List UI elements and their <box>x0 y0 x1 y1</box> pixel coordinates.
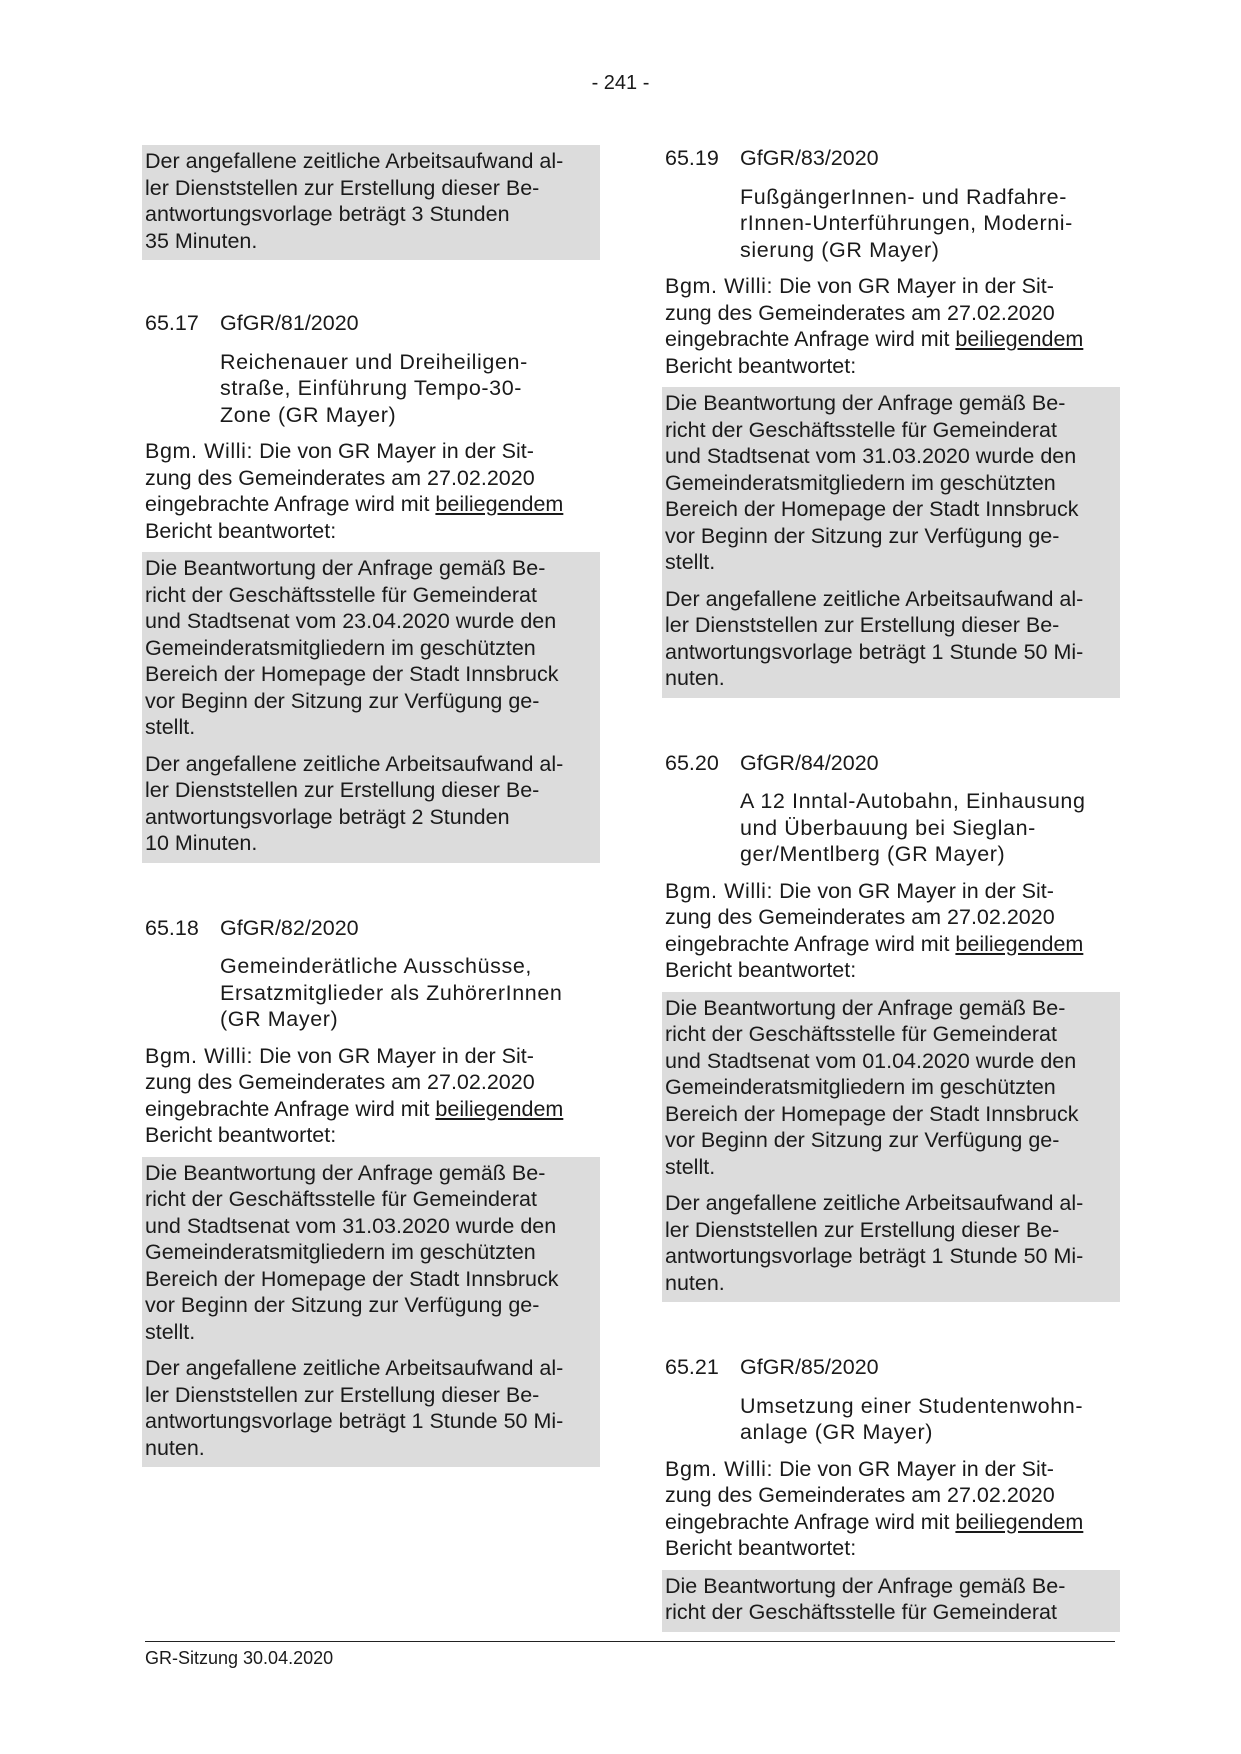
page-number: - 241 - <box>591 72 650 94</box>
report-box <box>662 1570 1120 1632</box>
item-reference: GfGR/82/2020 <box>220 915 359 940</box>
footer-text: GR-Sitzung 30.04.2020 <box>145 1648 334 1668</box>
effort-text: Der angefallene zeitliche Arbeitsaufwand al- ler Dienststellen zur Erstellung dieser Be- antwortungsvorlage beträgt 2 Stunden 10 Minuten. <box>145 751 564 855</box>
agenda-item-heading <box>665 1354 1120 1381</box>
report-box <box>142 552 600 863</box>
item-number: 65.20 <box>665 750 719 775</box>
item-number: 65.21 <box>665 1355 719 1379</box>
item-subject: Reichenauer und Dreiheiligen- straße, Einführung Tempo-30- Zone (GR Mayer) <box>220 349 528 427</box>
report-text: Die Beantwortung der Anfrage gemäß Be- richt der Geschäftsstelle für Gemeinderat und Stadtsenat vom 31.03.2020 wurde den Gemeinderatsmitgliedern im geschützten Bereich der Homepage der Stadt Innsbruck vor Beginn der Sitzung zur Verfügung ge- stellt. <box>145 1160 559 1344</box>
answer-text: Bgm. Willi: Die von GR Mayer in der Sit- zung des Gemeinderates am 27.02.2020 eingebrachte Anfrage wird mit beiliegendem Bericht beantwortet: <box>665 274 1084 378</box>
answer-text: Bgm. Willi: Die von GR Mayer in der Sit- zung des Gemeinderates am 27.02.2020 eingebrachte Anfrage wird mit beiliegendem Bericht beantwortet: <box>665 878 1084 982</box>
item-subject: FußgängerInnen- und Radfahre- rInnen-Unterführungen, Moderni- sierung (GR Mayer) <box>740 184 1073 262</box>
agenda-item-heading <box>145 915 600 942</box>
effort-text: Der angefallene zeitliche Arbeitsaufwand al- ler Dienststellen zur Erstellung dieser Be- antwortungsvorlage beträgt 1 Stunde 50 Mi- nuten. <box>665 1191 1084 1295</box>
effort-text: Der angefallene zeitliche Arbeitsaufwand al- ler Dienststellen zur Erstellung dieser Be- antwortungsvorlage beträgt 1 Stunde 50 Mi- nuten. <box>665 586 1084 690</box>
agenda-item-heading <box>665 145 1120 172</box>
item-reference: GfGR/83/2020 <box>740 146 879 170</box>
item-reference: GfGR/85/2020 <box>740 1355 879 1379</box>
item-number: 65.19 <box>665 146 719 170</box>
right-column <box>665 145 1120 1632</box>
report-box <box>662 992 1120 1303</box>
item-number: 65.18 <box>145 915 199 940</box>
item-reference: GfGR/84/2020 <box>740 750 879 775</box>
item-subject: Umsetzung einer Studentenwohn- anlage (GR Mayer) <box>740 1393 1084 1444</box>
underlined-word: beiliegendem <box>955 327 1084 351</box>
underlined-word: beiliegendem <box>435 1096 564 1121</box>
effort-text: Der angefallene zeitliche Arbeitsaufwand al- ler Dienststellen zur Erstellung dieser Be- antwortungsvorlage beträgt 3 Stunden 35 Minuten. <box>145 149 564 253</box>
item-reference: GfGR/81/2020 <box>220 311 359 335</box>
report-box <box>662 387 1120 698</box>
underlined-word: beiliegendem <box>955 1509 1084 1534</box>
report-text: Die Beantwortung der Anfrage gemäß Be- richt der Geschäftsstelle für Gemeinderat und Stadtsenat vom 01.04.2020 wurde den Gemeinderatsmitgliedern im geschützten Bereich der Homepage der Stadt Innsbruck vor Beginn der Sitzung zur Verfügung ge- stellt. <box>665 995 1079 1179</box>
effort-box <box>142 145 600 260</box>
item-subject: A 12 Inntal-Autobahn, Einhausung und Überbauung bei Sieglan- ger/Mentlberg (GR Mayer) <box>740 789 1086 866</box>
footer-divider <box>145 1641 1115 1642</box>
answer-text: Bgm. Willi: Die von GR Mayer in der Sit- zung des Gemeinderates am 27.02.2020 eingebrachte Anfrage wird mit beiliegendem Bericht beantwortet: <box>145 1043 564 1147</box>
left-column <box>145 145 600 1467</box>
agenda-item-heading <box>665 750 1120 777</box>
report-text: Die Beantwortung der Anfrage gemäß Be- richt der Geschäftsstelle für Gemeinderat und Stadtsenat vom 31.03.2020 wurde den Gemeinderatsmitgliedern im geschützten Bereich der Homepage der Stadt Innsbruck vor Beginn der Sitzung zur Verfügung ge- stellt. <box>665 391 1079 574</box>
answer-text: Bgm. Willi: Die von GR Mayer in der Sit- zung des Gemeinderates am 27.02.2020 eingebrachte Anfrage wird mit beiliegendem Bericht beantwortet: <box>665 1456 1084 1560</box>
underlined-word: beiliegendem <box>955 931 1084 956</box>
effort-text: Der angefallene zeitliche Arbeitsaufwand al- ler Dienststellen zur Erstellung dieser Be- antwortungsvorlage beträgt 1 Stunde 50 Mi- nuten. <box>145 1356 564 1460</box>
answer-text: Bgm. Willi: Die von GR Mayer in der Sit- zung des Gemeinderates am 27.02.2020 eingebrachte Anfrage wird mit beiliegendem Bericht beantwortet: <box>145 439 564 543</box>
report-text: Die Beantwortung der Anfrage gemäß Be- richt der Geschäftsstelle für Gemeinderat <box>665 1573 1066 1624</box>
item-subject: Gemeinderätliche Ausschüsse, Ersatzmitglieder als ZuhörerInnen (GR Mayer) <box>220 954 563 1031</box>
item-number: 65.17 <box>145 311 199 335</box>
report-box <box>142 1157 600 1468</box>
agenda-item-heading <box>145 310 600 337</box>
underlined-word: beiliegendem <box>435 492 564 516</box>
report-text: Die Beantwortung der Anfrage gemäß Be- richt der Geschäftsstelle für Gemeinderat und Stadtsenat vom 23.04.2020 wurde den Gemeinderatsmitgliedern im geschützten Bereich der Homepage der Stadt Innsbruck vor Beginn der Sitzung zur Verfügung ge- stellt. <box>145 556 559 739</box>
